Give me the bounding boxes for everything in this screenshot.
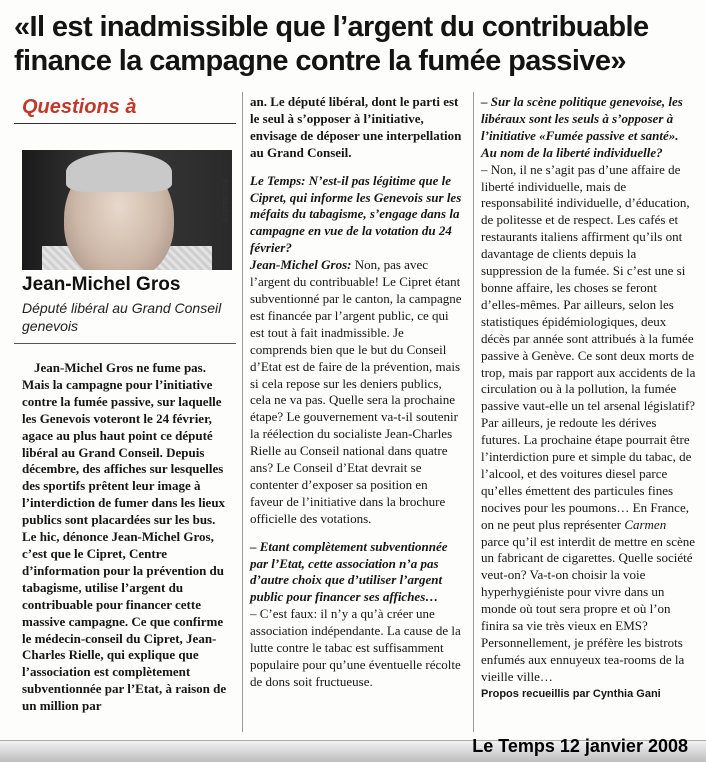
intro-text: Jean-Michel Gros ne fume pas. Mais la campagne pour l’initiative contre la fumée passive, sur laquelle les Genevois voteront le 24 février, agace au plus haut point ce député libéral au Grand Conseil. Depuis décembre, des affiches sur lesquelles des sportifs prêtent leur image à l’interdiction de fumer dans les lieux publics sont placardées sur les bus. Le hic, dénonce Jean-Michel Gros, c’est que le Cipret, Centre d’information pour la prévention du tabagisme, utilise l’argent du contribuable pour financer cette massive campagne. Ce que confirme le médecin-conseil du Cipret, Jean-Charles Rielle, qui explique que l’association est complètement subventionnée par l’Etat, à raison de un million par — [22, 360, 227, 714]
intro-paragraph — [22, 360, 230, 715]
photo-credit: EDIPRESSE — [223, 177, 230, 222]
portrait-hair — [66, 152, 172, 192]
divider — [14, 123, 236, 124]
column-1 — [22, 360, 230, 715]
answer-1-text: Non, pas avec l’argent du contribuable! Le Cipret étant subventionné par le canton, la campagne est financée par l’argent public, ce qui est tout à fait inadmissible. Je comprends bien que le but du Conseil d’Etat est de faire de la prévention, mais si cela repose sur les deniers publics, cela ne va pas. Quelle sera la prochaine étape? Le gouvernement va-t-il soutenir la réélection du socialiste Jean-Charles Rielle au Conseil national dans quatre ans? Le Conseil d’Etat devrait se contenter d’exposer sa position en faveur de l’initiative dans la brochure officielle des votations. — [250, 257, 462, 526]
answer-3-part-2: parce qu’il est interdit de mettre en scène un fabricant de cigarettes. Quelle société veut-on? Va-t-on choisir la voie hyperhygiéniste pour vivre dans un monde où tout sera propre et où l’on finira sa vie très vieux en EMS? Personnellement, je préfère les bistrots enfumés aux ennuyeux tea-rooms de la vieille ville… — [481, 533, 696, 684]
headline: «Il est inadmissible que l’argent du contribuable finance la campagne contre la fumée passive» — [14, 11, 649, 77]
question-1: Le Temps: N’est-il pas légitime que le Cipret, qui informe les Genevois sur les méfaits du tabagisme, s’engage dans la campagne en vue de la votation du 24 février? — [250, 172, 462, 256]
column-divider — [473, 92, 474, 732]
question-2: – Etant complètement subventionnée par l’Etat, cette association n’a pas d’autre choix que d’utiliser l’argent public pour financer ses affiches… — [250, 538, 448, 605]
question-3: – Sur la scène politique genevoise, les libéraux sont les seuls à s’opposer à l’initiative «Fumée passive et santé». Au nom de la liberté individuelle? — [481, 94, 683, 160]
person-name: Jean-Michel Gros — [22, 274, 181, 295]
person-role: Député libéral au Grand Conseil genevois — [22, 300, 222, 334]
section-label: Questions à — [22, 96, 137, 118]
intro-continued: an. Le député libéral, dont le parti est le seul à s’opposer à l’initiative, envisage de déposer une interpellation au Grand Conseil. — [250, 94, 462, 160]
answer-3-part-1: – Non, il ne s’agit pas d’une affaire de liberté individuelle, mais de responsabilité individuelle, d’éducation, de politesse et de respect. Les cafés et restaurants italiens affirment qu’ils ont davantage de clients depuis la suppression de la fumée. Si c’est une si bonne affaire, les choses se feront d’elles-mêmes. Par ailleurs, selon les statistiques épidémiologiques, deux décès par année sont attribués à la fumée passive à Genève. Ce sont deux morts de trop, mais par rapport aux accidents de la circulation ou à la pollution, la fumée passive vaut-elle un tel arsenal législatif? Par ailleurs, je redoute les dérives futures. La prochaine étape pourrait être l’interdiction pure et simple du tabac, de l’alcool, et des voitures diesel parce qu’elles émettent des particules fines nocives pour les poumons… En France, on ne peut plus représenter — [481, 161, 696, 532]
column-2 — [250, 94, 464, 691]
column-3 — [481, 94, 696, 703]
answer-1-speaker: Jean-Michel Gros: — [250, 257, 352, 273]
divider — [14, 343, 236, 344]
answer-2: – C’est faux: il n’y a qu’à créer une association indépendante. La cause de la lutte contre le tabac est suffisamment populaire pour qu’une éventuelle récolte de dons soit fructueuse. — [250, 606, 461, 689]
footer-source: Le Temps 12 janvier 2008 — [472, 736, 688, 756]
answer-3 — [481, 162, 696, 686]
answer-3-italic: Carmen — [624, 516, 667, 532]
column-divider — [242, 92, 243, 732]
byline: Propos recueillis par Cynthia Gani — [481, 687, 661, 700]
portrait-photo — [22, 150, 232, 270]
answer-1 — [250, 257, 464, 528]
